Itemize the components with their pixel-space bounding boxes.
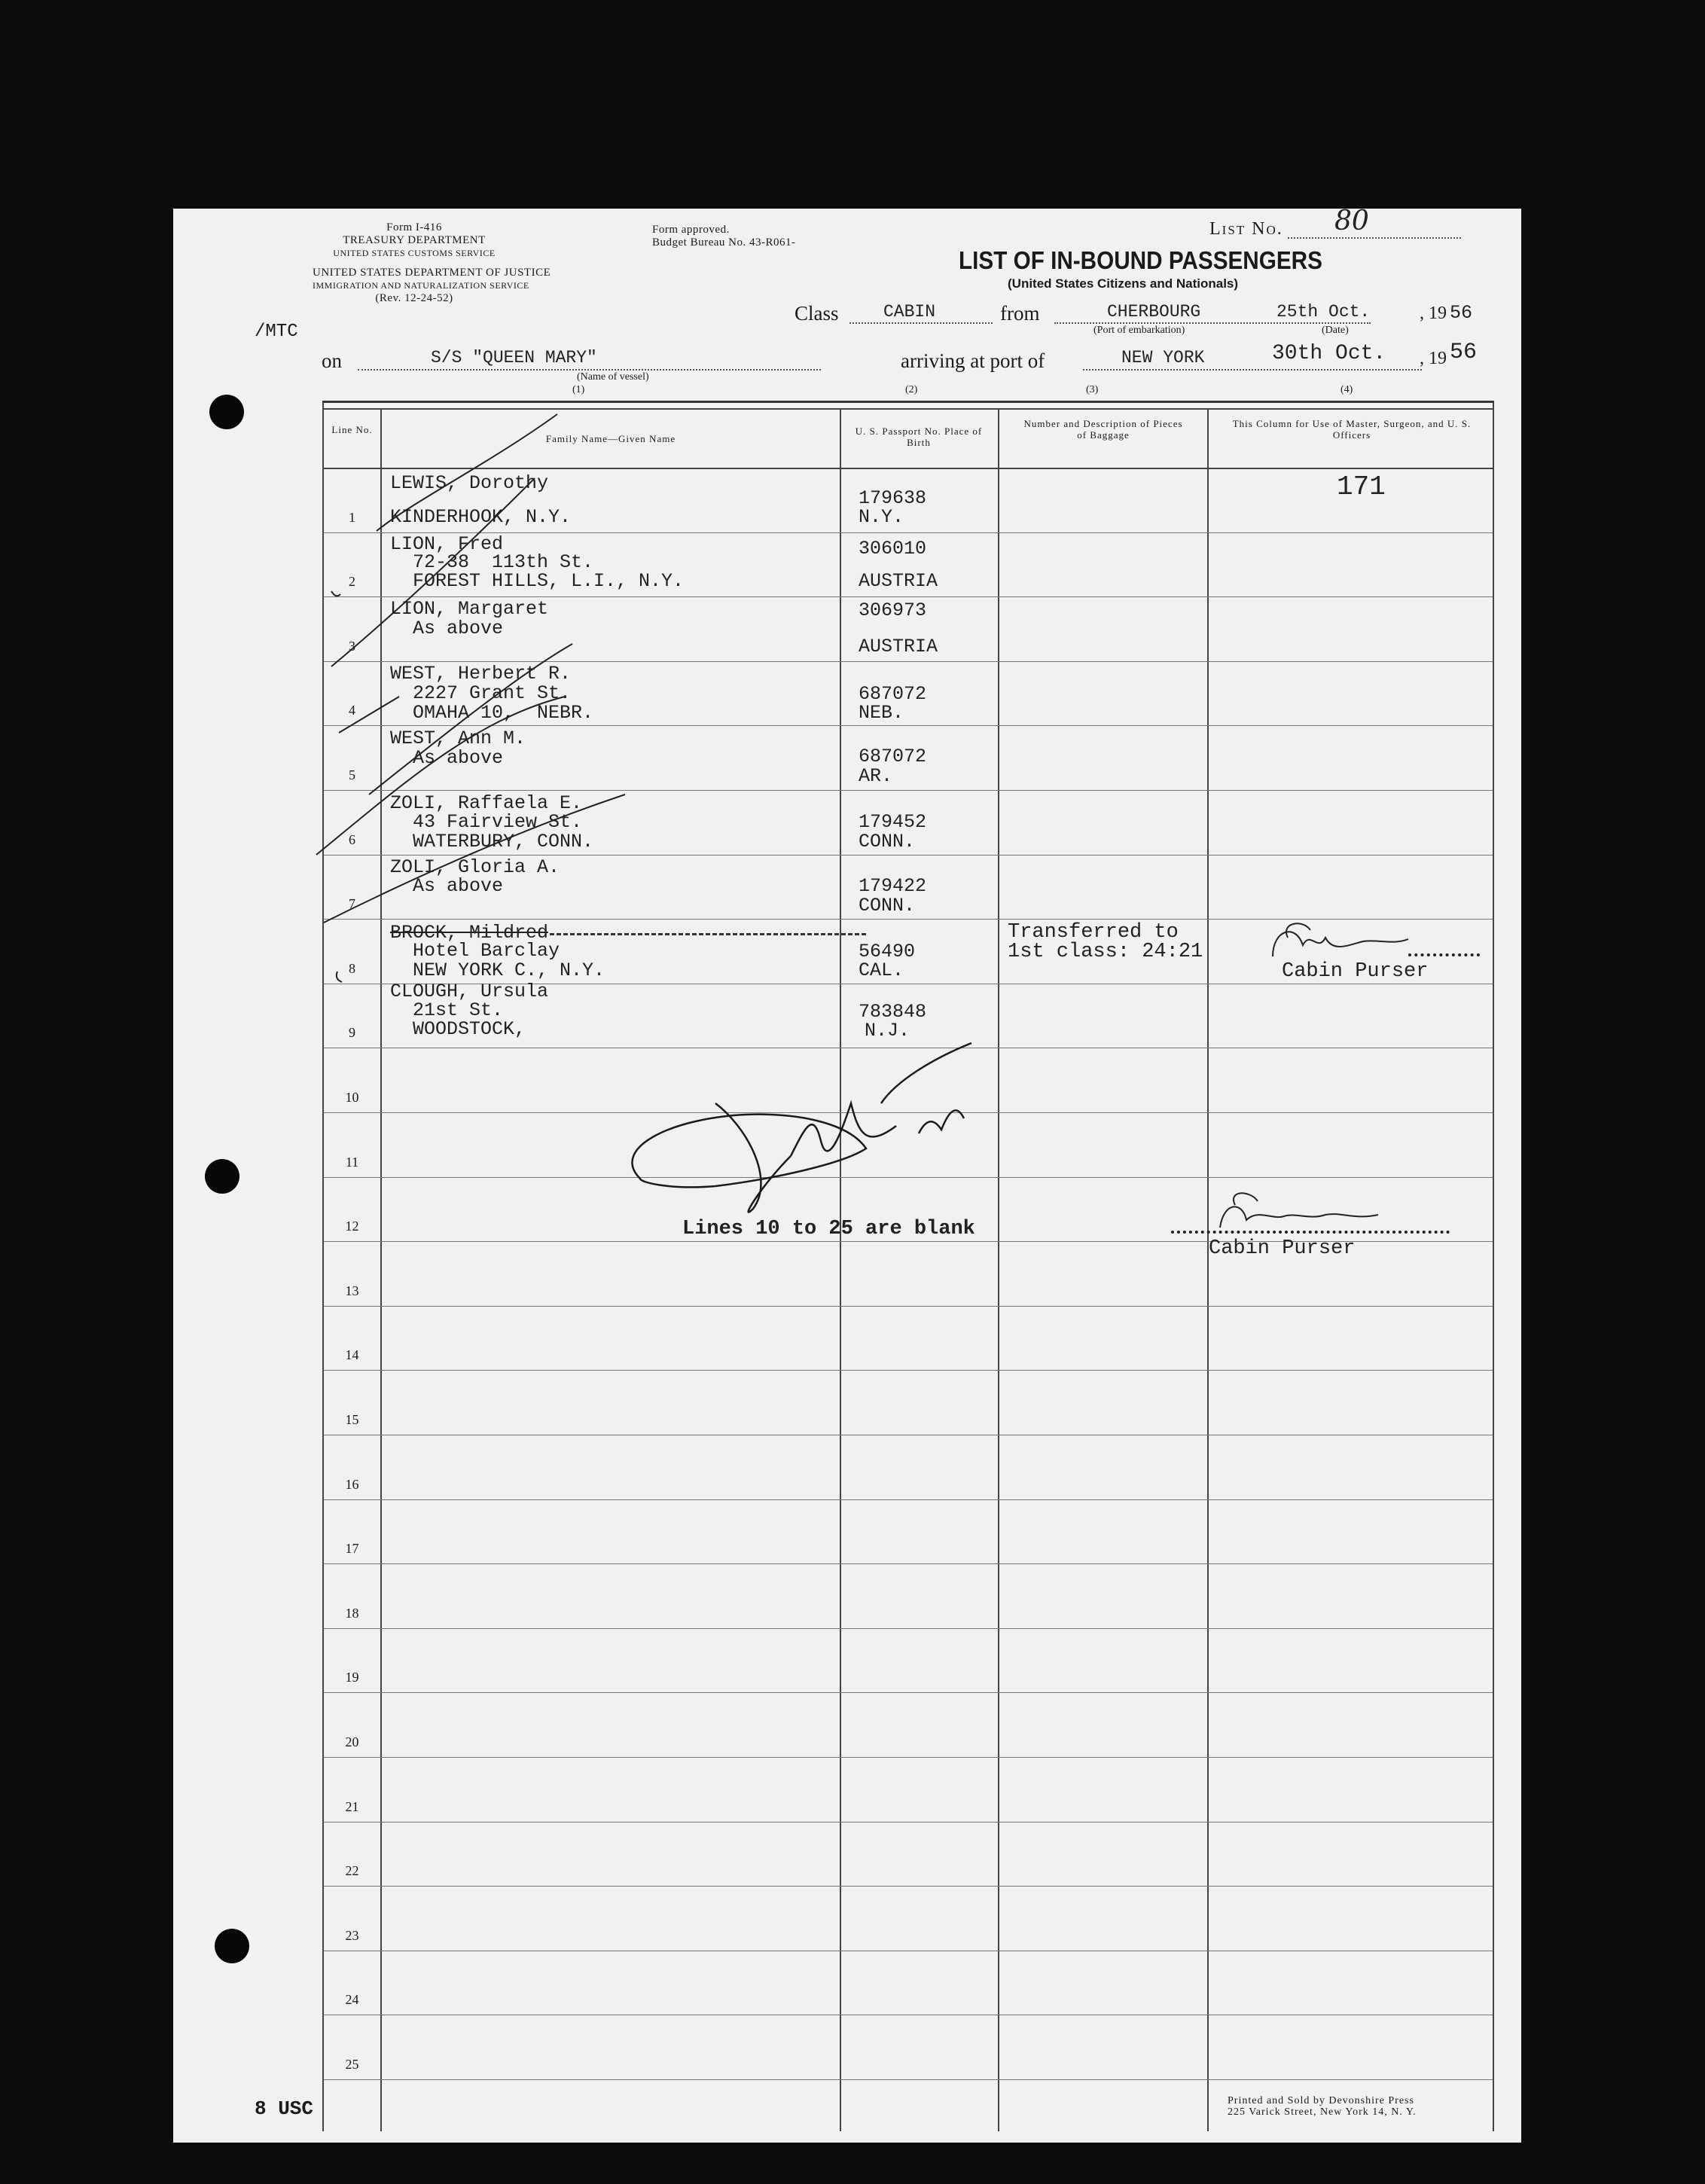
line-number: 22: [345, 1863, 359, 1878]
line-number: 8: [349, 961, 355, 976]
customs-label: UNITED STATES CUSTOMS SERVICE: [333, 248, 496, 258]
arriving-label: arriving at port of: [901, 349, 1045, 372]
handwriting-overlay: [324, 403, 1493, 1307]
entry-passport: 687072: [859, 746, 927, 767]
approval-block: [652, 224, 803, 249]
entry-birthplace: CAL.: [859, 959, 904, 981]
port-embark-caption: (Port of embarkation): [1093, 325, 1185, 336]
passport-header: U. S. Passport No. Place of Birth: [855, 426, 983, 448]
usc-mark: 8 USC: [255, 2097, 314, 2120]
line-number: 3: [349, 639, 355, 654]
class-value: CABIN: [883, 302, 936, 322]
form-page: [173, 206, 1521, 2143]
entry-birthplace: CONN.: [859, 895, 916, 917]
blank-lines-note: Lines 10 to 25 are blank: [682, 1218, 975, 1240]
check-mark-1: [377, 414, 557, 531]
mtc-mark: /MTC: [255, 322, 298, 342]
line-number: 5: [349, 767, 355, 782]
entry-passport: 687072: [859, 683, 927, 705]
punch-hole-bottom: [215, 1929, 249, 1963]
line-number: 14: [345, 1347, 359, 1362]
check-mark-4: [369, 644, 572, 795]
transfer-note-2: 1st class: 24:21: [1008, 941, 1203, 963]
row-rule: [324, 1757, 1493, 1758]
row-rule: [324, 2079, 1493, 2080]
arrival-line: [1083, 369, 1422, 371]
class-label: Class: [795, 302, 839, 325]
entry-birthplace: AR.: [859, 765, 893, 787]
entry-passport: 179638: [859, 487, 927, 509]
entry-passport: 783848: [859, 1001, 927, 1023]
check-marks: [316, 414, 625, 982]
entry-passport: 56490: [859, 941, 916, 962]
entry-name: WEST, Ann M.: [390, 727, 526, 749]
entry-address-1: 43 Fairview St.: [413, 811, 583, 833]
entry-name: LION, Margaret: [390, 598, 549, 620]
justice-label: UNITED STATES DEPARTMENT OF JUSTICE: [313, 267, 551, 279]
entry-birthplace: N.Y.: [859, 506, 904, 528]
punch-hole-top: [209, 395, 244, 429]
entry-address-1: 2227 Grant St.: [413, 682, 572, 704]
line-number: 11: [345, 1155, 359, 1170]
col-ref-4: (4): [1341, 384, 1353, 395]
initials-signature-1: [1273, 923, 1408, 956]
entry-address-2: WOODSTOCK,: [413, 1018, 526, 1040]
depart-year: 56: [1450, 302, 1473, 324]
line-number: 6: [349, 832, 355, 847]
entry-address-2: NEW YORK C., N.Y.: [413, 959, 605, 981]
entry-address-2: OMAHA 10, NEBR.: [413, 702, 594, 724]
from-line: [1054, 322, 1371, 324]
from-value: CHERBOURG: [1107, 302, 1201, 322]
form-subtitle: (United States Citizens and Nationals): [1008, 276, 1239, 291]
on-label: on: [322, 349, 342, 372]
arrival-port: NEW YORK: [1121, 348, 1205, 368]
entry-birthplace: AUSTRIA: [859, 636, 938, 657]
entry-passport: 179422: [859, 875, 927, 897]
check-mark-6: [339, 697, 399, 733]
entry-name-struck: BROCK, Mildred: [390, 922, 549, 944]
line-number: 9: [349, 1025, 355, 1040]
entry-name: LEWIS, Dorothy: [390, 472, 549, 494]
check-mark-2: [331, 478, 535, 666]
justice-block: [313, 267, 551, 305]
line-number: 1: [349, 510, 355, 525]
vessel-value: S/S "QUEEN MARY": [431, 348, 597, 368]
line-number: 2: [349, 574, 355, 589]
line-number: 18: [345, 1606, 359, 1621]
budget-no: Budget Bureau No. 43-R061-: [652, 236, 796, 249]
form-approved: Form approved.: [652, 224, 730, 236]
entry-address-1: Hotel Barclay: [413, 940, 560, 962]
col-ref-3: (3): [1086, 384, 1099, 395]
entry-passport: 179452: [859, 811, 927, 833]
line-number: 25: [345, 2057, 359, 2072]
class-line: [849, 322, 993, 324]
entry-name: ZOLI, Raffaela E.: [390, 792, 583, 814]
line-number: 17: [345, 1541, 359, 1556]
officer-number: 171: [1337, 471, 1386, 502]
col-ref-2: (2): [905, 384, 918, 395]
arrival-year: 56: [1450, 340, 1478, 365]
arrival-date: 30th Oct.: [1272, 342, 1386, 365]
entry-address-2: KINDERHOOK, N.Y.: [390, 506, 572, 528]
entry-address-1: As above: [413, 875, 504, 897]
check-mark-5: [324, 792, 625, 923]
printer-line-2: 225 Varick Street, New York 14, N. Y.: [1228, 2106, 1417, 2118]
line-number: 13: [345, 1283, 359, 1298]
entry-name: LION, Fred: [390, 533, 504, 555]
purser-label-2: Cabin Purser: [1209, 1237, 1356, 1260]
tally-1: [331, 591, 340, 596]
signature-large: [632, 1043, 971, 1212]
line-number: 20: [345, 1734, 359, 1749]
line-number: 12: [345, 1219, 359, 1234]
depart-date: 25th Oct.: [1276, 302, 1371, 322]
vessel-caption: (Name of vessel): [577, 371, 649, 383]
entry-address-1: As above: [413, 618, 504, 639]
entry-birthplace: N.J.: [865, 1020, 910, 1042]
line-no-header: Line No.: [331, 424, 373, 435]
initials-signature-2: [1220, 1193, 1378, 1228]
line-number: 23: [345, 1928, 359, 1943]
tally-2: [337, 972, 342, 982]
entry-name: CLOUGH, Ursula: [390, 981, 549, 1002]
transfer-note-1: Transferred to: [1008, 921, 1179, 944]
form-title: LIST OF IN-BOUND PASSENGERS: [959, 246, 1322, 274]
form-agency-block: [316, 221, 512, 260]
entry-passport: 306973: [859, 599, 927, 621]
line-number: 7: [349, 896, 355, 911]
depart-year-prefix: , 19: [1420, 304, 1447, 323]
date-caption: (Date): [1322, 325, 1349, 336]
entry-birthplace: AUSTRIA: [859, 570, 938, 592]
form-number: Form I-416: [386, 221, 442, 233]
row-rule: [324, 1886, 1493, 1887]
line-number: 21: [345, 1799, 359, 1814]
name-header: Family Name—Given Name: [545, 433, 676, 444]
entry-address-1: 21st St.: [413, 999, 504, 1021]
list-no-line: [1288, 237, 1461, 239]
list-no-label: List No.: [1209, 219, 1283, 239]
line-number: 10: [345, 1090, 359, 1105]
row-rule: [324, 1370, 1493, 1371]
entry-address-2: FOREST HILLS, L.I., N.Y.: [413, 570, 685, 592]
ins-label: IMMIGRATION AND NATURALIZATION SERVICE: [313, 280, 529, 291]
line-number: 16: [345, 1477, 359, 1492]
baggage-header: Number and Description of Pieces of Baggage: [1023, 418, 1183, 441]
from-label: from: [1000, 302, 1040, 325]
entry-passport: 306010: [859, 538, 927, 560]
line-number: 4: [349, 703, 355, 718]
entry-name: WEST, Herbert R.: [390, 663, 572, 685]
arrival-year-prefix: , 19: [1420, 349, 1447, 368]
purser-label-1: Cabin Purser: [1282, 960, 1429, 983]
rev-label: (Rev. 12-24-52): [375, 292, 453, 304]
line-number: 24: [345, 1992, 359, 2007]
vessel-line: [358, 369, 821, 371]
entry-address-1: 72-38 113th St.: [413, 551, 594, 573]
passenger-table: [322, 401, 1494, 2131]
row-rule: [324, 1499, 1493, 1500]
line-number: 19: [345, 1670, 359, 1685]
line-number: 15: [345, 1412, 359, 1427]
entry-address-2: WATERBURY, CONN.: [413, 831, 594, 853]
printer-line-1: Printed and Sold by Devonshire Press: [1228, 2095, 1414, 2106]
entry-birthplace: CONN.: [859, 831, 916, 853]
col-ref-1: (1): [572, 384, 585, 395]
entry-name: ZOLI, Gloria A.: [390, 856, 560, 878]
punch-hole-middle: [205, 1159, 239, 1194]
row-rule: [324, 1563, 1493, 1564]
row-rule: [324, 1628, 1493, 1629]
treasury-label: TREASURY DEPARTMENT: [343, 234, 486, 246]
officers-header: This Column for Use of Master, Surgeon, and U. S. Officers: [1232, 418, 1472, 441]
row-rule: [324, 1822, 1493, 1823]
entry-birthplace: NEB.: [859, 702, 904, 724]
row-rule: [324, 1692, 1493, 1693]
list-no-value: 80: [1334, 206, 1369, 236]
entry-address-1: As above: [413, 747, 504, 769]
